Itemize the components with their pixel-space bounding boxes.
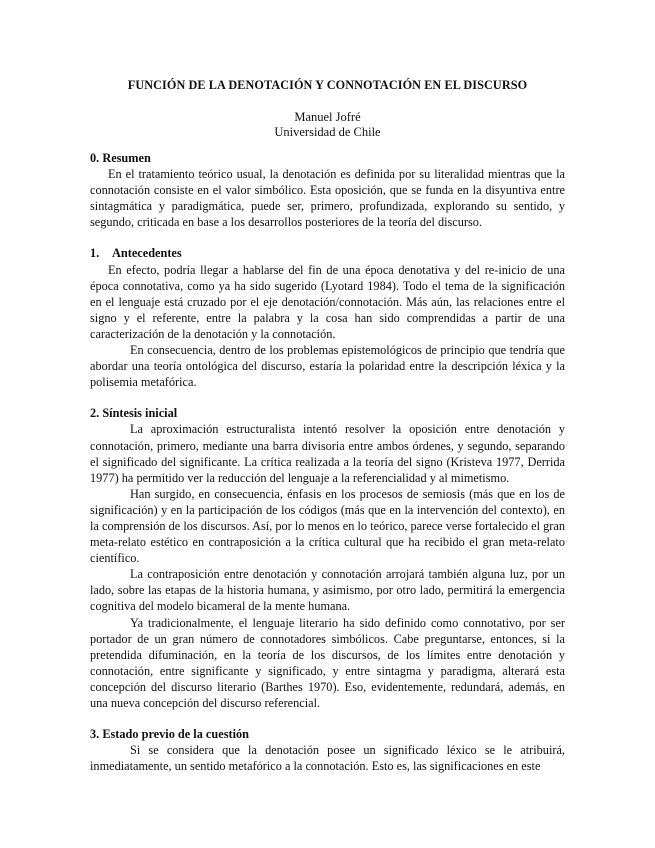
paragraph: Han surgido, en consecuencia, énfasis en los procesos de semiosis (más que en los de significación) y en la participación de los códigos (más que en la intervención del contexto), en la comprensión de los discursos. Así, por lo menos en lo teórico, parece verse fortalecido el gran meta-relato estético en contraposición a la crítica cultural que ha recibido el gran meta-relato científico.	[90, 486, 565, 566]
section-resumen	[90, 150, 565, 230]
paragraph: Ya tradicionalmente, el lenguaje literario ha sido definido como connotativo, por ser portador de un gran número de connotadores simbólicos. Cabe preguntarse, entonces, si la pretendida difuminación, en la teoría de los discursos, de los límites entre denotación y connotación, entre significante y significado, y entre sintagma y paradigma, alterará esta concepción del discurso literario (Barthes 1970). Eso, evidentemente, redundará, además, en una nueva concepción del discurso referencial.	[90, 615, 565, 710]
paragraph: La aproximación estructuralista intentó resolver la oposición entre denotación y connotación, primero, mediante una barra divisoria entre ambos órdenes, y segundo, separando el significado del significante. La crítica realizada a la teoría del signo (Kristeva 1977, Derrida 1977) ha permitido ver la reducción del lenguaje a la referencialidad y al mimetismo.	[90, 422, 565, 485]
section-sintesis	[90, 405, 565, 711]
section-heading	[90, 245, 565, 261]
paragraph: En el tratamiento teórico usual, la denotación es definida por su literalidad mientras que la connotación consiste en el valor simbólico. Esta oposición, que se funda en la disyuntiva entre sintagmática y paradigmática, puede ser, primero, profundizada, explorando su sentido, y segundo, criticada en base a los desarrollos posteriores de la teoría del discurso.	[90, 167, 565, 230]
section-estado-previo	[90, 726, 565, 774]
section-number: 1.	[90, 246, 100, 261]
paragraph: En efecto, podría llegar a hablarse del fin de una época denotativa y del re-inicio de una época connotativa, como ya ha sido sugerido (Lyotard 1984). Todo el tema de la significación en el lenguaje está cruzado por el eje denotación/connotación. Más aún, las relaciones entre el signo y el referente, entre la palabra y la cosa han sido comprendidas a partir de una caracterización de la denotación y la connotación.	[90, 262, 565, 341]
section-title: Síntesis inicial	[102, 406, 178, 421]
author-name: Manuel Jofré	[294, 110, 361, 124]
section-title: Estado previo de la cuestión	[102, 727, 249, 742]
paragraph: La contraposición entre denotación y connotación arrojará también alguna luz, por un lado, sobre las etapas de la historia humana, y asimismo, por otro lado, permitirá la emergencia cognitiva del modelo bicameral de la mente humana.	[90, 567, 565, 614]
paper-body	[90, 150, 565, 774]
section-antecedentes	[90, 245, 565, 390]
paragraph: Si se considera que la denotación posee un significado léxico se le atribuirá, inmediatamente, un sentido metafórico a la connotación. Esto es, las significaciones en este	[90, 743, 565, 774]
section-heading	[90, 726, 565, 742]
section-number: 3.	[90, 727, 100, 742]
section-title: Antecedentes	[112, 246, 182, 261]
section-heading	[90, 405, 565, 421]
section-number: 0.	[90, 151, 100, 165]
author-affiliation: Universidad de Chile	[274, 125, 381, 139]
section-number: 2.	[90, 406, 100, 421]
section-title: Resumen	[102, 151, 151, 165]
section-heading	[90, 150, 565, 166]
paragraph: En consecuencia, dentro de los problemas epistemológicos de principio que tendría que abordar una teoría ontológica del discurso, estaría la polaridad entre la descripción léxica y la polisemia metafórica.	[90, 343, 565, 390]
paper-title: FUNCIÓN DE LA DENOTACIÓN Y CONNOTACIÓN EN EL DISCURSO	[127, 78, 528, 92]
author-block	[0, 110, 655, 140]
